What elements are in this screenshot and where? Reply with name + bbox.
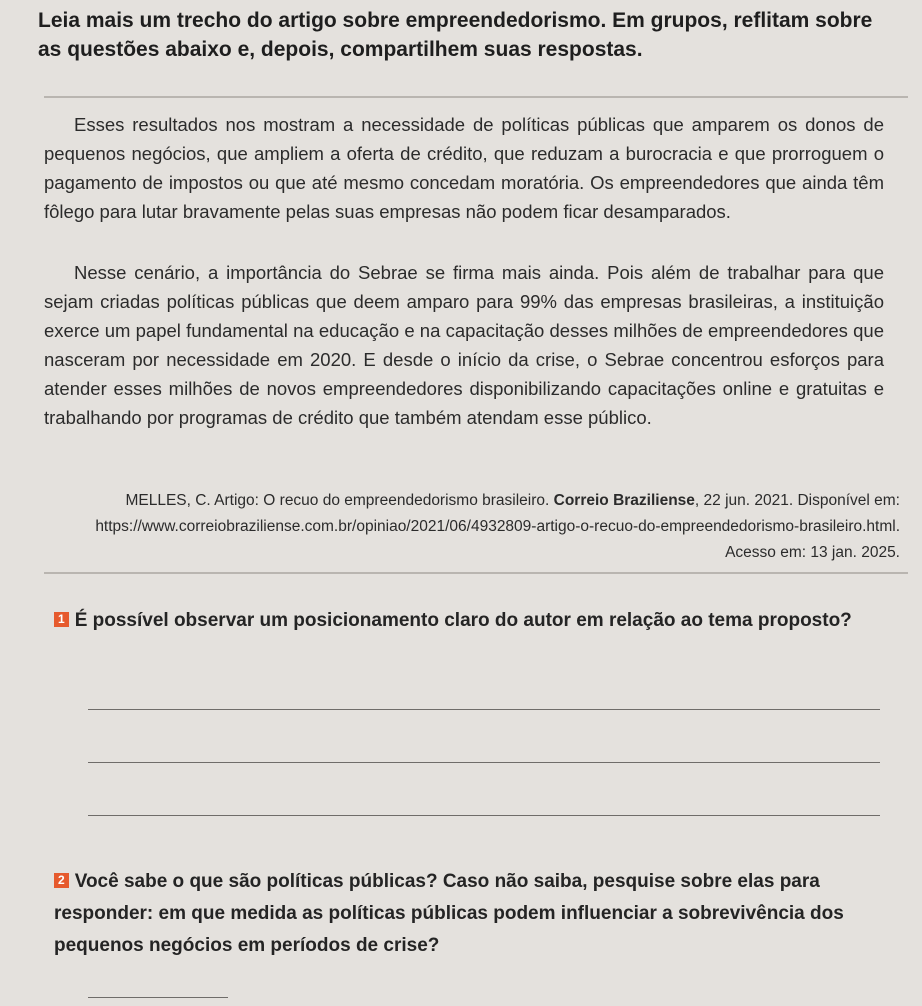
source-citation	[58, 488, 900, 566]
question-text: Você sabe o que são políticas públicas? Caso não saiba, pesquise sobre elas para responder: em que medida as políticas públicas podem influenciar a sobrevivência dos pequenos negócios em períodos de crise?	[54, 871, 844, 956]
citation-journal: Correio Braziliense	[553, 492, 695, 509]
article-excerpt	[44, 96, 908, 574]
citation-author-title: MELLES, C. Artigo: O recuo do empreendedorismo brasileiro.	[125, 492, 554, 509]
answer-line[interactable]	[88, 815, 880, 816]
question-text: É possível observar um posicionamento claro do autor em relação ao tema proposto?	[74, 610, 852, 631]
citation-details: , 22 jun. 2021. Disponível em: https://www.correiobraziliense.com.br/opiniao/2021/06/4932809-artigo-o-recuo-do-empreendedorismo-brasileiro.html. Acesso em: 13 jan. 2025.	[95, 492, 900, 561]
question-1	[54, 605, 894, 637]
answer-line[interactable]	[88, 997, 228, 998]
answer-line[interactable]	[88, 762, 880, 763]
excerpt-paragraph-2: Nesse cenário, a importância do Sebrae se firma mais ainda. Pois além de trabalhar para que sejam criadas políticas públicas que deem amparo para 99% das empresas brasileiras, a instituição exerce um papel fundamental na educação e na capacitação desses milhões de empreendedores que nasceram por necessidade em 2020. E desde o início da crise, o Sebrae concentrou esforços para atender esses milhões de novos empreendedores disponibilizando capacitações online e gratuitas e trabalhando por programas de crédito que também atendam esse público.	[44, 262, 884, 428]
question-number-badge: 1	[54, 612, 69, 627]
excerpt-paragraph-1: Esses resultados nos mostram a necessidade de políticas públicas que amparem os donos de pequenos negócios, que ampliem a oferta de crédito, que reduzam a burocracia e que prorroguem o pagamento de impostos ou que até mesmo concedam moratória. Os empreendedores que ainda têm fôlego para lutar bravamente pelas suas empresas não podem ficar desamparados.	[44, 114, 884, 222]
question-number-badge: 2	[54, 873, 69, 888]
question-2	[54, 866, 884, 962]
answer-line[interactable]	[88, 709, 880, 710]
instructions-text: Leia mais um trecho do artigo sobre empreendedorismo. Em grupos, reflitam sobre as questões abaixo e, depois, compartilhem suas respostas.	[38, 9, 873, 61]
